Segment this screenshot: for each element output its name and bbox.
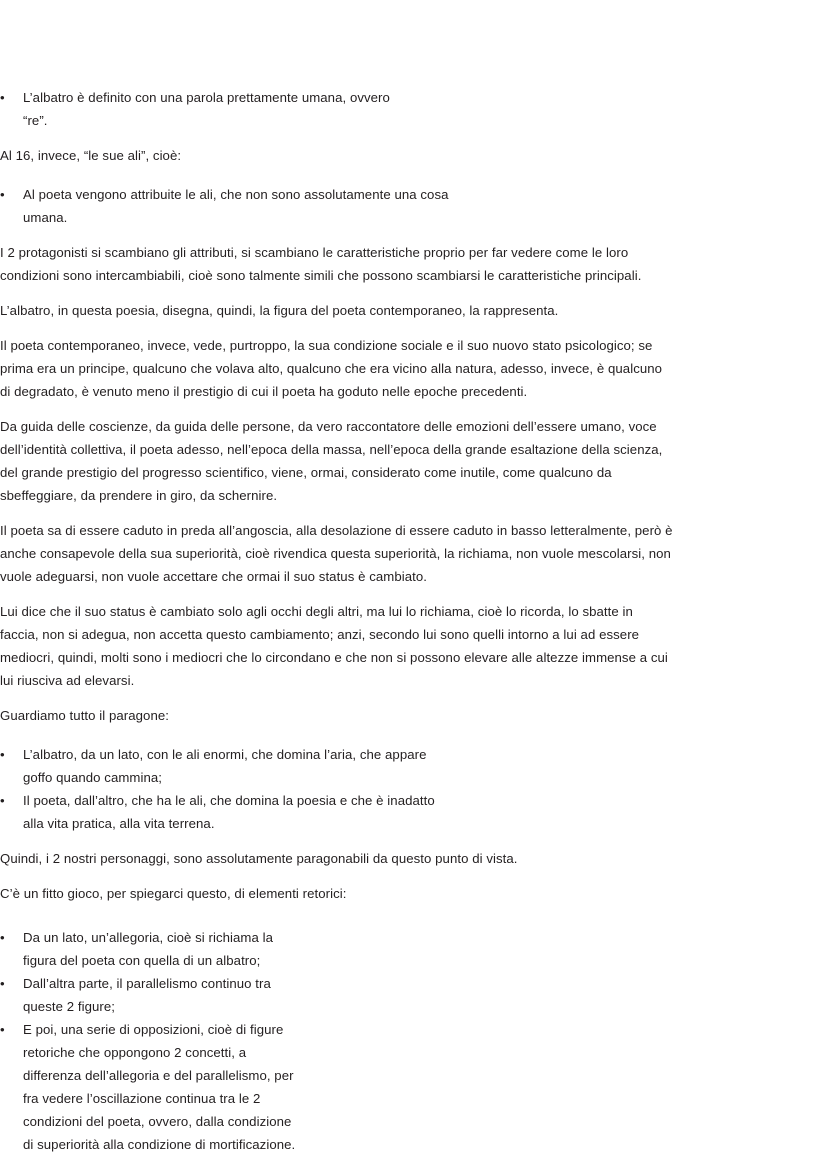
bullet-icon: • [0, 930, 5, 945]
paragraph-angoscia-superiorita: Il poeta sa di essere caduto in preda all’angoscia, alla desolazione di essere caduto in basso letteralmente, però è anche consapevole della sua superiorità, cioè rivendica questa superiorità, la richiama, non vuole mescolarsi, non vuole adeguarsi, non vuole accettare che ormai il suo status è cambiato. [0, 523, 673, 584]
spacer [0, 917, 828, 926]
list-item-text: Da un lato, un’allegoria, cioè si richiama la figura del poeta con quella di un albatro; [23, 930, 273, 968]
list-item [0, 743, 450, 789]
bullet-icon: • [0, 1022, 5, 1037]
list-item-text: Il poeta, dall’altro, che ha le ali, che domina la poesia e che è inadatto alla vita pratica, alla vita terrena. [23, 793, 435, 831]
paragraph-personaggi-paragonabili: Quindi, i 2 nostri personaggi, sono assolutamente paragonabili da questo punto di vista. [0, 851, 518, 866]
list-item-text: L’albatro, da un lato, con le ali enormi, che domina l’aria, che appare goffo quando cammina; [23, 747, 427, 785]
bullet-icon: • [0, 793, 5, 808]
spacer [0, 835, 828, 847]
list-item [0, 1018, 300, 1156]
list-item [0, 972, 300, 1018]
paragraph-guida-coscienze: Da guida delle coscienze, da guida delle persone, da vero raccontatore delle emozioni dell’essere umano, voce dell’identità collettiva, il poeta adesso, nell’epoca della massa, nell’epoca della grande esaltazione della scienza, del grande prestigio del progresso scientifico, viene, ormai, considerato come inutile, come qualcuno da sbeffeggiare, da prendere in giro, da schernire. [0, 419, 663, 503]
list-item [0, 183, 450, 229]
bullet-list-paragone [0, 743, 450, 835]
bullet-icon: • [0, 90, 5, 105]
paragraph-al-16: Al 16, invece, “le sue ali”, cioè: [0, 148, 182, 163]
list-item-text: Dall’altra parte, il parallelismo continuo tra queste 2 figure; [23, 976, 271, 1014]
bullet-list-poeta-ali [0, 183, 450, 229]
bullet-list-albatro-re [0, 86, 410, 132]
list-item [0, 926, 300, 972]
document-body [0, 86, 828, 1156]
bullet-icon: • [0, 747, 5, 762]
paragraph-elementi-retorici: C’è un fitto gioco, per spiegarci questo, di elementi retorici: [0, 886, 347, 901]
bullet-icon: • [0, 976, 5, 991]
spacer [0, 132, 828, 144]
paragraph-guardiamo-paragone: Guardiamo tutto il paragone: [0, 708, 169, 723]
paragraph-poeta-contemporaneo: Il poeta contemporaneo, invece, vede, purtroppo, la sua condizione sociale e il suo nuovo stato psicologico; se prima era un principe, qualcuno che volava alto, qualcuno che era vicino alla natura, adesso, invece, è qualcuno di degradato, è venuto meno il prestigio di cui il poeta ha goduto nelle epoche precedenti. [0, 338, 663, 399]
list-item [0, 789, 450, 835]
list-item-text: L’albatro è definito con una parola prettamente umana, ovvero “re”. [23, 90, 390, 128]
spacer [0, 229, 828, 241]
paragraph-albatro-disegna: L’albatro, in questa poesia, disegna, quindi, la figura del poeta contemporaneo, la rappresenta. [0, 303, 559, 318]
list-item-text: Al poeta vengono attribuite le ali, che non sono assolutamente una cosa umana. [23, 187, 449, 225]
bullet-list-figure-retoriche [0, 926, 300, 1156]
list-item-text: E poi, una serie di opposizioni, cioè di figure retoriche che oppongono 2 concetti, a differenza dell’allegoria e del parallelismo, per fra vedere l’oscillazione continua tra le 2 condizioni del poeta, ovvero, dalla condizione di superiorità alla condizione di mortificazione. [23, 1022, 296, 1152]
paragraph-status-cambiato: Lui dice che il suo status è cambiato solo agli occhi degli altri, ma lui lo richiama, cioè lo ricorda, lo sbatte in faccia, non si adegua, non accetta questo cambiamento; anzi, secondo lui sono quelli intorno a lui ad essere mediocri, quindi, molti sono i mediocri che lo circondano e che non si possono elevare alle altezze immense a cui lui riusciva ad elevarsi. [0, 604, 668, 688]
paragraph-protagonisti-attributi: I 2 protagonisti si scambiano gli attributi, si scambiano le caratteristiche proprio per far vedere come le loro condizioni sono intercambiabili, cioè sono talmente simili che possono scambiarsi le caratteristiche principali. [0, 245, 642, 283]
bullet-icon: • [0, 187, 5, 202]
list-item [0, 86, 410, 132]
